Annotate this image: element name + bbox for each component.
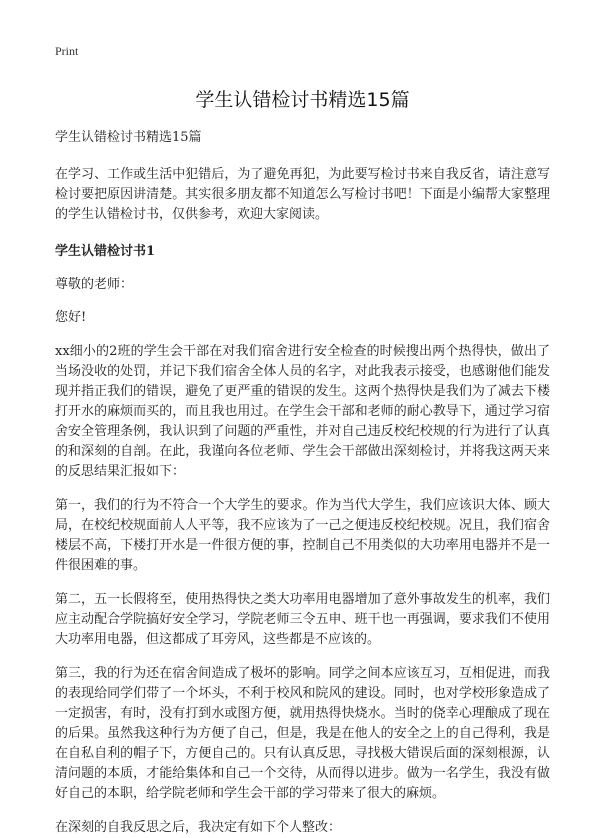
body-paragraph: 在深刻的自我反思之后，我决定有如下个人整改： xyxy=(55,820,342,835)
greeting: 尊敬的老师： xyxy=(55,277,134,292)
body-paragraph: 第一，我们的行为不符合一个大学生的要求。作为当代大学生，我们应该识大体、顾大局，在校纪校规面前人人平等，我不应该为了一己之便违反校纪校规。况且，我们宿舍楼层不高，下楼打开水是一件很方便的事，控制自己不用类似的大功率用电器并不是一件很困难的事。 xyxy=(55,498,550,573)
body-paragraph: 第二，五一长假将至，使用热得快之类大功率用电器增加了意外事故发生的机率，我们应主动配合学院搞好安全学习，学院老师三令五申、班干也一再强调，要求我们不使用大功率用电器，但这都成了耳旁风，这些都是不应该的。 xyxy=(55,592,550,647)
document-subtitle: 学生认错检讨书精选15篇 xyxy=(55,130,202,145)
body-paragraph: xx细小的2班的学生会干部在对我们宿舍进行安全检查的时候搜出两个热得快，做出了当场没收的处罚，并记下我们宿舍全体人员的名字，对此我表示接受，也感谢他们能发现并指正我们的错误，避免了更严重的错误的发生。这两个热得快是我们为了减去下楼打开水的麻烦而买的，而且我也用过。在学生会干部和老师的耐心教导下，通过学习宿舍安全管理条例，我认识到了问题的严重性，并对自己违反校纪校规的行为进行了认真的和深刻的自剖。在此，我谨向各位老师、学生会干部做出深刻检讨，并将我这两天来的反思结果汇报如下： xyxy=(55,344,550,479)
print-label: Print xyxy=(55,44,79,58)
intro-paragraph: 在学习、工作或生活中犯错后，为了避免再犯，为此要写检讨书来自我反省，请注意写检讨要把原因讲清楚。其实很多朋友都不知道怎么写检讨书吧！下面是小编帮大家整理的学生认错检讨书，仅供参考，欢迎大家阅读。 xyxy=(55,167,550,222)
salutation: 您好! xyxy=(55,310,87,325)
section-heading: 学生认错检讨书1 xyxy=(55,244,156,259)
document-title: 学生认错检讨书精选15篇 xyxy=(195,89,410,111)
body-paragraph: 第三，我的行为还在宿舍间造成了极坏的影响。同学之间本应该互习，互相促进，而我的表现给同学们带了一个坏头，不利于校风和院风的建设。同时，也对学校形象造成了一定损害，有时，没有打到水或图方便，就用热得快烧水。当时的侥幸心理酿成了现在的后果。虽然我这种行为方便了自己，但是，我是在他人的安全之上的自己得利，我是在自私自利的帽子下，方便自己的。只有认真反思，寻找极大错误后面的深刻根源，认清问题的本质，才能给集体和自己一个交待，从而得以进步。做为一名学生，我没有做好自己的本职，给学院老师和学生会干部的学习带来了很大的麻烦。 xyxy=(55,666,550,801)
